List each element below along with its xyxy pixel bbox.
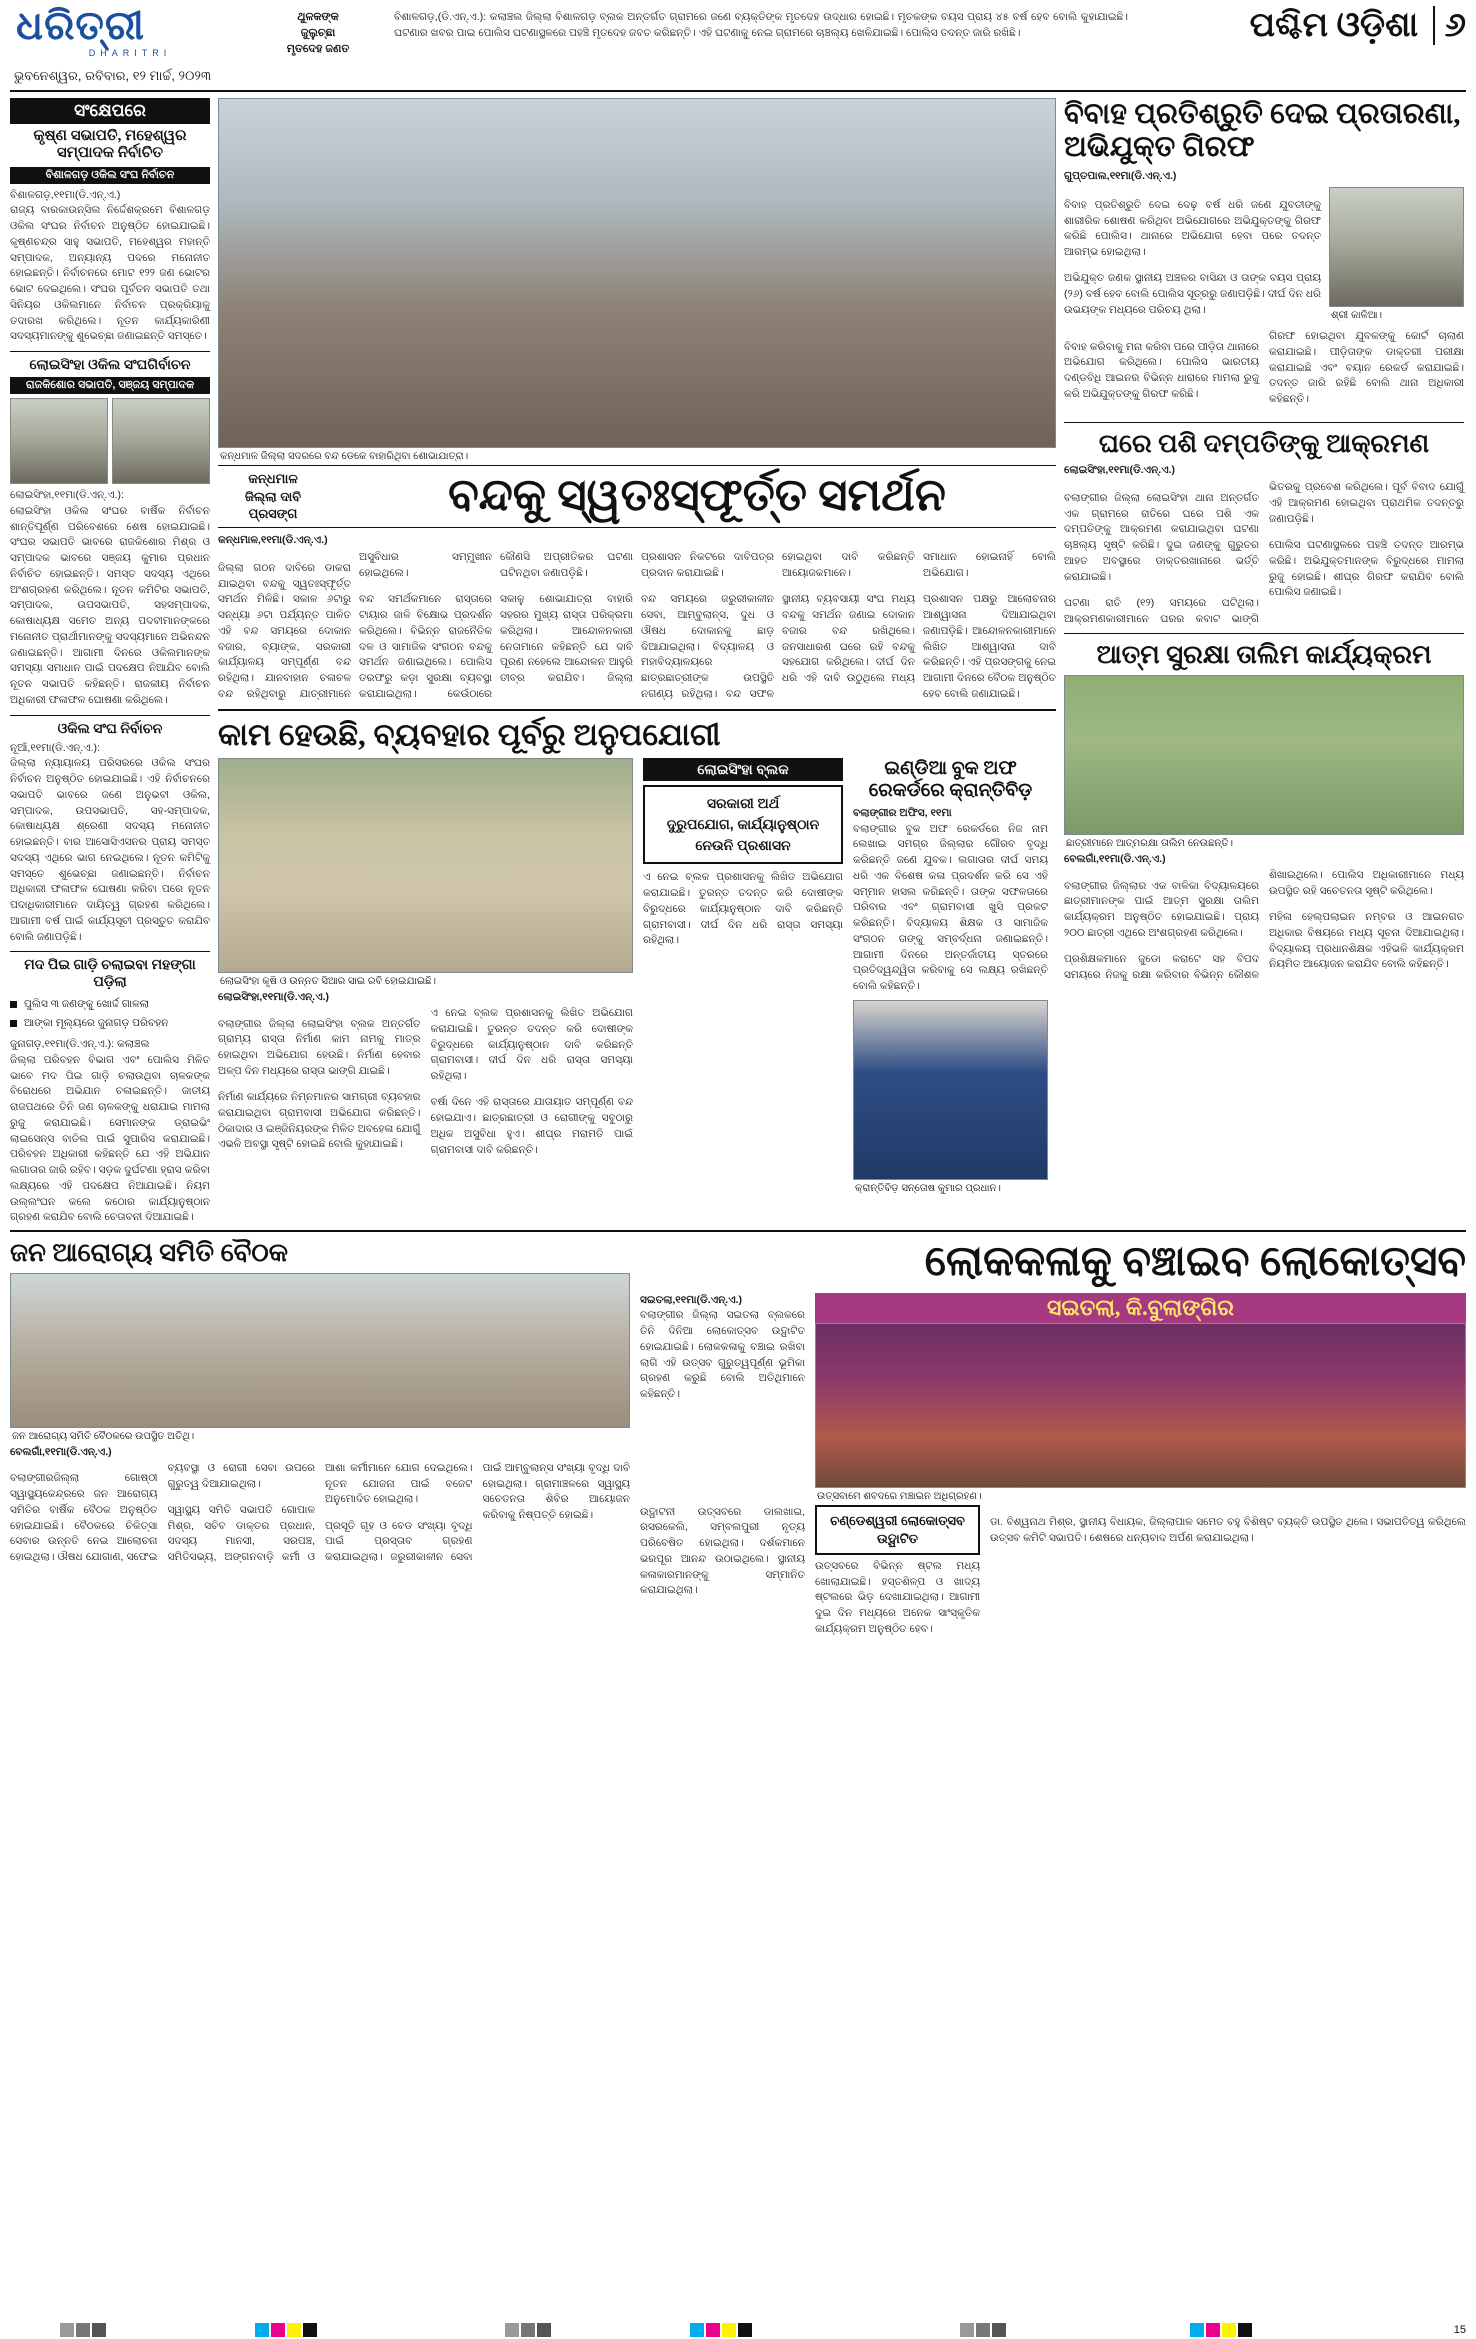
swatch-black <box>738 2323 752 2337</box>
sidebox-extra-text: ଏ ନେଇ ବ୍ଲକ ପ୍ରଶାସନକୁ ଲିଖିତ ଅଭିଯୋଗ କରାଯାଇଛି। ତୁରନ୍ତ ତଦନ୍ତ କରି ଦୋଷୀଙ୍କ ବିରୁଦ୍ଧରେ କାର୍ଯ୍ୟାନୁଷ୍ଠାନ ଦାବି କରିଛନ୍ତି ଗ୍ରାମବାସୀ। ଦୀର୍ଘ ଦିନ ଧରି ରାସ୍ତା ସମସ୍ୟା ରହିଥିଲା। <box>643 871 843 947</box>
masthead-brief-text: ବିଶାଳଗଡ଼,(ଡି.ଏନ୍.ଏ.): କଲାଞ୍ଚଲ ଜିଲ୍ଲା ବିଶାଳଗଡ଼ ବ୍ଲକ ଅନ୍ତର୍ଗତ ଗ୍ରାମରେ ଜଣେ ବ୍ୟକ୍ତିଙ୍କ ମୃତଦେହ ଉଦ୍ଧାର ହୋଇଛି। ମୃତକଙ୍କ ବୟସ ପ୍ରାୟ ୪୫ ବର୍ଷ ହେବ ବୋଲି କୁହାଯାଇଛି। ଘଟଣାର ଖବର ପାଇ ପୋଲିସ ଘଟଣାସ୍ଥଳରେ ପହଞ୍ଚି ମୃତଦେହ ଜବତ କରିଛନ୍ତି। ଏହି ଘଟଣାକୁ ନେଇ ଗ୍ରାମରେ ଚାଞ୍ଚଲ୍ୟ ଖେଳିଯାଇଛି। ପୋଲିସ ତଦନ୍ତ ଜାରି ରଖିଛି। <box>394 11 1128 39</box>
story2-para: ଏ ନେଇ ବ୍ଲକ ପ୍ରଶାସନକୁ ଲିଖିତ ଅଭିଯୋଗ କରାଯାଇଛି। ତୁରନ୍ତ ତଦନ୍ତ କରି ଦୋଷୀଙ୍କ ବିରୁଦ୍ଧରେ କାର୍ଯ୍ୟାନୁଷ୍ଠାନ ଦାବି କରିଛନ୍ତି ଗ୍ରାମବାସୀ। ଦୀର୍ଘ ଦିନ ଧରି ରାସ୍ତା ସମସ୍ୟା ରହିଥିଲା। <box>430 1007 633 1083</box>
bottom-section <box>10 1238 1466 1637</box>
swatch-gray <box>92 2323 106 2337</box>
masthead-section <box>1136 6 1466 45</box>
bottom-right <box>640 1238 1466 1637</box>
right-story3-body <box>1064 868 1464 984</box>
story2-para: ନିର୍ମାଣ କାର୍ଯ୍ୟରେ ନିମ୍ନମାନର ସାମଗ୍ରୀ ବ୍ୟବହାର କରାଯାଇଥିବା ଗ୍ରାମବାସୀ ଅଭିଯୋଗ କରିଛନ୍ତି। ଠିକାଦାର ଓ ଇଞ୍ଜିନିୟରଙ୍କ ମିଳିତ ଅବହେଳା ଯୋଗୁଁ ଏଭଳି ଅବସ୍ଥା ସୃଷ୍ଟି ହୋଇଛି ବୋଲି କୁହାଯାଇଛି। <box>218 1091 421 1151</box>
right-story1-para: ବିବାହ କରିବାକୁ ମନା କରିବା ପରେ ପୀଡ଼ିତା ଥାନାରେ ଅଭିଯୋଗ କରିଥିଲେ। ପୋଲିସ ଭାରତୀୟ ଦଣ୍ଡବିଧି ଆଇନର ବିଭିନ୍ନ ଧାରାରେ ମାମଲା ରୁଜୁ କରି ଅଭିଯୁକ୍ତଙ୍କୁ ଗିରଫ କରିଛି। <box>1064 340 1259 400</box>
swatch-magenta <box>706 2323 720 2337</box>
right-story3-para: ବଲାଙ୍ଗୀର ଜିଲ୍ଲାର ଏକ ବାଳିକା ବିଦ୍ୟାଳୟରେ ଛାତ୍ରୀମାନଙ୍କ ପାଇଁ ଆତ୍ମ ସୁରକ୍ଷା ତାଲିମ କାର୍ଯ୍ୟକ୍ରମ ଅନୁଷ୍ଠିତ ହୋଇଯାଇଛି। ପ୍ରାୟ ୨୦୦ ଛାତ୍ରୀ ଏଥିରେ ଅଂଶଗ୍ରହଣ କରିଥିଲେ। <box>1064 879 1259 939</box>
lead-headline-row <box>218 465 1056 528</box>
right-story1-para: ବିବାହ ପ୍ରତିଶ୍ରୁତି ଦେଇ ଦେଢ଼ ବର୍ଷ ଧରି ଜଣେ ଯୁବତୀଙ୍କୁ ଶାରୀରିକ ଶୋଷଣ କରିଥିବା ଅଭିଯୋଗରେ ଅଭିଯୁକ୍ତଙ୍କୁ ଗିରଫ କରିଛି ପୋଲିସ। ଥାନାରେ ଅଭିଯୋଗ ହେବା ପରେ ତଦନ୍ତ ଆରମ୍ଭ ହୋଇଥିଲା। <box>1064 198 1321 259</box>
festival-subbox-line-1: ଚଣ୍ଡେଶ୍ୱରୀ ଲୋକୋତ୍ସବ <box>830 1512 965 1528</box>
swatch-gray <box>976 2323 990 2337</box>
lead-para: ପ୍ରଶାସନ ପକ୍ଷରୁ ଆଲୋଚନାର ଆଶ୍ୱାସନା ଦିଆଯାଇଥିବା ଜଣାପଡ଼ିଛି। ଆନ୍ଦୋଳନକାରୀମାନେ ଲିଖିତ ଆଶ୍ୱାସନା ଦାବି କରିଛନ୍ତି। ଏହି ପ୍ରସଙ୍ଗକୁ ନେଇ ଆଗାମୀ ଦିନରେ ବୈଠକ ଅନୁଷ୍ଠିତ ହେବ ବୋଲି ଜଣାଯାଇଛି। <box>923 593 1056 700</box>
right-story2-para: ବଲାଙ୍ଗୀର ଜିଲ୍ଲା ଲୋଇସିଂହା ଥାନା ଅନ୍ତର୍ଗତ ଏକ ଗ୍ରାମରେ ରାତିରେ ଘରେ ପଶି ଏକ ଦମ୍ପତିଙ୍କୁ ଆକ୍ରମଣ କରାଯାଇଥିବା ଘଟଣା ଚାଞ୍ଚଲ୍ୟ ସୃଷ୍ଟି କରିଛି। ଦୁଇ ଜଣଙ୍କୁ ଗୁରୁତର ଆହତ ଅବସ୍ଥାରେ ଡାକ୍ତରଖାନାରେ ଭର୍ତ୍ତି କରାଯାଇଛି। <box>1064 491 1259 583</box>
bottom-festival-block <box>640 1293 1466 1505</box>
bottom-festival-text-col <box>640 1293 805 1505</box>
brief1-dateline: ବିଶାଳଗଡ଼,୧୧ମା(ଡି.ଏନ୍.ଏ.) <box>10 188 121 201</box>
right-story2-para: ପୋଲିସ ଘଟଣାସ୍ଥଳରେ ପହଞ୍ଚି ତଦନ୍ତ ଆରମ୍ଭ କରିଛି। ଅଭିଯୁକ୍ତମାନଙ୍କ ବିରୁଦ୍ଧରେ ମାମଲା ରୁଜୁ ହୋଇଛି। ଶୀଘ୍ର ଗିରଫ କରାଯିବ ବୋଲି ପୋଲିସ ଜଣାଇଛି। <box>1269 539 1464 599</box>
page-body <box>10 98 1466 1226</box>
right-column <box>1064 98 1464 1226</box>
sidebox-line-1: ସରକାରୀ ଅର୍ଥ <box>706 795 780 812</box>
edition-date: ଭୁବନେଶ୍ୱର, ରବିବାର, ୧୨ ମାର୍ଚ୍ଚ, ୨୦୨୩ <box>14 68 212 83</box>
middle-column <box>218 98 1056 1226</box>
gray-swatches-mid <box>505 2323 551 2337</box>
swatch-gray <box>960 2323 974 2337</box>
lead-kicker-line-3: ପ୍ରସଙ୍ଗ <box>248 506 298 522</box>
sidebox-line-3: ନେଉନି ପ୍ରଶାସନ <box>695 837 791 854</box>
bottom-para-2: ଉଦ୍ଘାଟନୀ ଉତ୍ସବରେ ଡାଲଖାଇ, ରସରକେଲି, ସମ୍ବଲପୁରୀ ନୃତ୍ୟ ପରିବେଷିତ ହୋଇଥିଲା। ଦର୍ଶକମାନେ ଭରପୂର ଆନନ୍ଦ ଉଠାଇଥିଲେ। ସ୍ଥାନୀୟ କଳାକାରମାନଙ୍କୁ ସମ୍ମାନିତ କରାଯାଇଥିଲା। <box>640 1505 805 1597</box>
swatch-gray <box>521 2323 535 2337</box>
gray-swatches-left <box>60 2323 106 2337</box>
swatch-cyan <box>1190 2323 1204 2337</box>
bottom-meeting-para: ପ୍ରସୂତି ଗୃହ ଓ ବେଡ ସଂଖ୍ୟା ବୃଦ୍ଧି ପାଇଁ ପ୍ରସ୍ତାବ ଗ୍ରହଣ କରାଯାଇଥିଲା। ଜରୁରୀକାଳୀନ ସେବା ପାଇଁ ଆମ୍ବୁଲାନ୍ସ ସଂଖ୍ୟା ବୃଦ୍ଧି ଦାବି ହୋଇଥିଲା। ଗ୍ରାମାଞ୍ଚଳରେ ସ୍ୱାସ୍ଥ୍ୟ ସଚେତନତା ଶିବିର ଆୟୋଜନ କରିବାକୁ ନିଷ୍ପତ୍ତି ହୋଇଛି। <box>325 1461 630 1564</box>
festival-subbox-line-2: ଉଦ୍ଘାଟିତ <box>876 1530 919 1546</box>
masthead-logo-block <box>10 3 250 84</box>
swatch-gray <box>505 2323 519 2337</box>
newspaper-logo-subtitle: DHARITRI <box>88 48 172 58</box>
lead-headline: ବନ୍ଦକୁ ସ୍ୱତଃସ୍ଫୂର୍ତ୍ତ ସମର୍ଥନ <box>448 470 946 521</box>
right-story1-dateline: ଗୁପ୍ତପାଲ,୧୧ମା(ଡି.ଏନ୍.ଏ.) <box>1064 169 1177 182</box>
bottom-festival-lower <box>640 1505 1466 1638</box>
cmyk-swatches-1 <box>255 2323 317 2337</box>
right-story2-dateline: ଲୋଇସିଂହା,୧୧ମା(ଡି.ଏନ୍.ଏ.) <box>1064 463 1176 476</box>
story2-block <box>218 758 1056 1197</box>
section-title: ପଶ୍ଚିମ ଓଡ଼ିଶା <box>1249 7 1419 44</box>
swatch-black <box>303 2323 317 2337</box>
story2-photo-caption: ଲୋଇସିଂହା କୃଷି ଓ ଉନ୍ନତ ସିଆର ସାଇ ରବି ହୋଇଯାଇଛି। <box>220 976 437 988</box>
mugshot-photo <box>1329 187 1464 307</box>
swatch-gray <box>60 2323 74 2337</box>
portrait-photo-right <box>112 398 210 484</box>
swatch-magenta <box>271 2323 285 2337</box>
brief3-dateline: ନୂଆଁ,୧୧ମା(ଡି.ଏନ୍.ଏ.): <box>10 741 100 754</box>
swatch-gray <box>76 2323 90 2337</box>
lead-kicker-line-1: କନ୍ଧମାଳ <box>248 471 298 486</box>
right-story2-para: ଘଟଣା ରାତି (୧୨) ସମୟରେ ଘଟିଥିଲା। ଆକ୍ରମଣକାରୀମାନେ ଘରର କବାଟ ଭାଙ୍ଗି ଭିତରକୁ ପ୍ରବେଶ କରିଥିଲେ। ପୂର୍ବ ବିବାଦ ଯୋଗୁଁ ଏହି ଆକ୍ରମଣ ହୋଇଥିବା ପ୍ରାଥମିକ ତଦନ୍ତରୁ ଜଣାପଡ଼ିଛି। <box>1064 481 1464 625</box>
masthead <box>10 3 1466 92</box>
masthead-kicker-line-2: ଜୁଲୁଚ୍ଛା <box>300 26 336 39</box>
brief2-body: ଲୋଇସିଂହା ଓକିଲ ସଂଘର ବାର୍ଷିକ ନିର୍ବାଚନ ଶାନ୍ତିପୂର୍ଣ୍ଣ ପରିବେଶରେ ଶେଷ ହୋଇଯାଇଛି। ସଂଘର ସଭାପତି ଭାବରେ ରାଜକିଶୋର ମିଶ୍ର ଓ ସମ୍ପାଦକ ଭାବରେ ସଞ୍ଜୟ କୁମାର ପ୍ରଧାନ ନିର୍ବାଚିତ ହୋଇଛନ୍ତି। ସମସ୍ତ ସଦସ୍ୟ ଏଥିରେ ଅଂଶଗ୍ରହଣ କରିଥିଲେ। ନୂତନ କମିଟିର ସଭାପତି, ସମ୍ପାଦକ, ଉପସଭାପତି, ସହସମ୍ପାଦକ, କୋଷାଧ୍ୟକ୍ଷ ସମେତ ଅନ୍ୟ ପଦବୀମାନଙ୍କରେ ମନୋନୀତ ପ୍ରାର୍ଥୀମାନଙ୍କୁ ସଦସ୍ୟମାନେ ଅଭିନନ୍ଦନ ଜଣାଇଛନ୍ତି। ଆଗାମୀ ଦିନରେ ଓକିଲମାନଙ୍କ ସମସ୍ୟା ସମାଧାନ ପାଇଁ ପଦକ୍ଷେପ ନିଆଯିବ ବୋଲି ନୂତନ ସଭାପତି କହିଛନ୍ତି। ରାଜକୀୟ ନିର୍ବାଚନ ଅଧିକାରୀ ଫଳାଫଳ ଘୋଷଣା କରିଥିଲେ। <box>10 504 210 706</box>
brief2-dateline: ଲୋଇସିଂହା,୧୧ମା(ଡି.ଏନ୍.ଏ.): <box>10 489 124 502</box>
brief4-bullet-list <box>10 996 210 1033</box>
festival-banner: ସଇତଲା, କି.ବୁଲାଙ୍ଗିର <box>815 1293 1466 1323</box>
lead-article-body <box>218 550 1056 702</box>
story2-photo-road <box>218 758 633 973</box>
swatch-gray <box>992 2323 1006 2337</box>
cmyk-swatches-3 <box>1190 2323 1252 2337</box>
bullet-item: ପୁଲିସ ୩ ଜଣଙ୍କୁ ଖୋର୍ଦ୍ଦ ଗାଳଲା <box>10 996 210 1013</box>
swatch-yellow <box>1222 2323 1236 2337</box>
masthead-kicker-line-1: ଥୁଳକଙ୍କ <box>297 11 339 23</box>
story3-headline: ଇଣ୍ଡିଆ ବୁକ ଅଫ ରେକର୍ଡରେ କ୍ରାନ୍ତିବିଡ଼ <box>868 758 1033 802</box>
lead-para: ଜିଲ୍ଲା ଗଠନ ଦାବିରେ ଡାକରା ଯାଇଥିବା ବନ୍ଦକୁ ସ୍ୱତଃସ୍ଫୂର୍ତ୍ତ ସମର୍ଥନ ମିଳିଛି। ସକାଳ ୬ଟାରୁ ସନ୍ଧ୍ୟା ୬ଟା ପର୍ଯ୍ୟନ୍ତ ପାଳିତ ଏହି ବନ୍ଦ ସମୟରେ ଦୋକାନ ବଜାର, ବ୍ୟାଙ୍କ, ସରକାରୀ କାର୍ଯ୍ୟାଳୟ ସମ୍ପୂର୍ଣ୍ଣ ବନ୍ଦ ରହିଥିଲା। ଯାନବାହାନ ଚଳାଚଳ ବନ୍ଦ ରହିଥିବାରୁ ଯାତ୍ରୀମାନେ ଅସୁବିଧାର ସମ୍ମୁଖୀନ ହୋଇଥିଲେ। <box>218 551 492 700</box>
bullet-item: ଆଙ୍କା ମୂଲ୍ୟରେ ଜୁନାଗଡ଼ ପରିବହନ <box>10 1015 210 1032</box>
cmyk-swatches-2 <box>690 2323 752 2337</box>
brief4-body: ଜିଲ୍ଲା ପରିବହନ ବିଭାଗ ଏବଂ ପୋଲିସ ମିଳିତ ଭାବେ ମଦ ପିଇ ଗାଡ଼ି ଚଲାଉଥିବା ଚାଳକଙ୍କ ବିରୋଧରେ ଅଭିଯାନ ଚଳାଇଛନ୍ତି। ଜାତୀୟ ରାଜପଥରେ ତିନି ଜଣ ଚାଳକଙ୍କୁ ଧରାଯାଇ ମାମଲା ରୁଜୁ କରାଯାଇଛି। ସେମାନଙ୍କ ଡ୍ରାଇଭିଂ ଲାଇସେନ୍ସ ବାତିଲ ପାଇଁ ସୁପାରିସ କରାଯାଇଛି। ପରିବହନ ଅଧିକାରୀ କହିଛନ୍ତି ଯେ ଏହି ଅଭିଯାନ ଲଗାତାର ଜାରି ରହିବ। ସଡ଼କ ଦୁର୍ଘଟଣା ହ୍ରାସ କରିବା ଲକ୍ଷ୍ୟରେ ଏହି ପଦକ୍ଷେପ ନିଆଯାଇଛି। ନିୟମ ଉଲ୍ଲଂଘନ କଲେ କଠୋର କାର୍ଯ୍ୟାନୁଷ୍ଠାନ ଗ୍ରହଣ କରାଯିବ ବୋଲି ଚେତାବନୀ ଦିଆଯାଇଛି। <box>10 1053 210 1224</box>
left-column <box>10 98 210 1226</box>
bottom-festival-subbox-wrap <box>815 1505 980 1638</box>
brief4-title: ମଦ ପିଇ ଗାଡ଼ି ଚଲାଇବା ମହଙ୍ଗା ପଡ଼ିଲା <box>24 958 196 990</box>
swatch-yellow <box>287 2323 301 2337</box>
right-story3-photo-training <box>1064 675 1464 835</box>
story3-photo-caption: କ୍ରାନ୍ତିବିଡ଼ ସନ୍ତୋଷ କୁମାର ପ୍ରଧାନ। <box>855 1182 1001 1194</box>
swatch-yellow <box>722 2323 736 2337</box>
masthead-brief <box>250 6 1136 62</box>
bottom-meeting-caption: ଜନ ଆରୋଗ୍ୟ ସମିତି ବୈଠକରେ ଉପସ୍ଥିତ ଅତିଥି। <box>12 1431 195 1443</box>
lead-para: ବନ୍ଦ ସମର୍ଥକମାନେ ରାସ୍ତାରେ ଟାୟାର ଜାଳି ବିକ୍ଷୋଭ ପ୍ରଦର୍ଶନ କରିଥିଲେ। ବିଭିନ୍ନ ରାଜନୈତିକ ଦଳ ଓ ସାମାଜିକ ସଂଗଠନ ବନ୍ଦକୁ ସମର୍ଥନ ଜଣାଇଥିଲେ। ପୋଲିସ ତରଫରୁ କଡ଼ା ସୁରକ୍ଷା ବ୍ୟବସ୍ଥା କରାଯାଇଥିଲା। କେଉଁଠାରେ କୌଣସି ଅପ୍ରୀତିକର ଘଟଣା ଘଟିନଥିବା ଜଣାପଡ଼ିଛି। <box>359 551 633 700</box>
brief1-title: କୃଷ୍ଣ ସଭାପତି, ମହେଶ୍ୱର ସମ୍ପାଦକ ନିର୍ବାଚିତ <box>33 128 187 162</box>
lead-kicker <box>218 470 328 523</box>
lead-photo-caption: କନ୍ଧମାଳ ଜିଲ୍ଲା ସଦରରେ ବନ୍ଦ ଡେକେ ବାହାରିଥିବା ଶୋଭାଯାତ୍ରା। <box>220 451 469 462</box>
festival-subbox <box>815 1505 980 1555</box>
footer-page-number: 15 <box>1453 2324 1466 2336</box>
story2-sidebox-wrap <box>643 758 843 1197</box>
newspaper-logo: ଧରିତ୍ରୀ <box>16 3 145 48</box>
lead-para: ବନ୍ଦ ସମୟରେ ଜରୁରୀକାଳୀନ ସେବା, ଆମ୍ବୁଲାନ୍ସ, ଦୁଧ ଓ ଔଷଧ ଦୋକାନକୁ ଛାଡ଼ ଦିଆଯାଇଥିଲା। ବିଦ୍ୟାଳୟ ଓ ମହାବିଦ୍ୟାଳୟରେ ଛାତ୍ରଛାତ୍ରୀଙ୍କ ଉପସ୍ଥିତି ନଗଣ୍ୟ ରହିଥିଲା। ବନ୍ଦ ସଫଳ ହୋଇଥିବା ଦାବି କରିଛନ୍ତି ଆୟୋଜକମାନେ। <box>641 551 915 700</box>
story3-body: ବଲାଙ୍ଗୀର ବୁକ ଅଫ ରେକର୍ଡରେ ନିଜ ନାମ ଲେଖାଇ ସମଗ୍ର ଜିଲ୍ଲାର ଗୌରବ ବୃଦ୍ଧି କରିଛନ୍ତି ଜଣେ ଯୁବକ। ଲଗାତାର ଦୀର୍ଘ ସମୟ ଧରି ଏକ ବିଶେଷ କଳା ପ୍ରଦର୍ଶନ କରି ସେ ଏହି ସମ୍ମାନ ହାସଲ କରିଛନ୍ତି। ତାଙ୍କ ସଫଳତାରେ ପରିବାର ଏବଂ ଗ୍ରାମବାସୀ ଖୁସି ପ୍ରକଟ କରିଛନ୍ତି। ବିଦ୍ୟାଳୟ ଶିକ୍ଷକ ଓ ସାମାଜିକ ସଂଗଠନ ତାଙ୍କୁ ସମ୍ବର୍ଦ୍ଧନା ଜଣାଇଛନ୍ତି। ଆଗାମୀ ଦିନରେ ଅନ୍ତର୍ଜାତୀୟ ସ୍ତରରେ ପ୍ରତିଦ୍ୱନ୍ଦ୍ୱିତା କରିବାକୁ ସେ ଲକ୍ଷ୍ୟ ରଖିଛନ୍ତି ବୋଲି କହିଛନ୍ତି। <box>853 822 1048 993</box>
right-story1-para: ଗିରଫ ହୋଇଥିବା ଯୁବକଙ୍କୁ କୋର୍ଟ ଚାଲାଣ କରାଯାଇଛି। ପୀଡ଼ିତାଙ୍କ ଡାକ୍ତରୀ ପରୀକ୍ଷା କରାଯାଇଛି ଏବଂ ବୟାନ ରେକର୍ଡ କରାଯାଇଛି। ତଦନ୍ତ ଜାରି ରହିଛି ବୋଲି ଥାନା ଅଧିକାରୀ କହିଛନ୍ତି। <box>1269 330 1464 406</box>
swatch-cyan <box>255 2323 269 2337</box>
bottom-para-3: ଉତ୍ସବରେ ବିଭିନ୍ନ ଷ୍ଟଲ ମଧ୍ୟ ଖୋଲାଯାଇଛି। ହସ୍ତଶିଳ୍ପ ଓ ଖାଦ୍ୟ ଷ୍ଟଲରେ ଭିଡ଼ ଦେଖାଯାଇଥିଲା। ଆଗାମୀ ଦୁଇ ଦିନ ମଧ୍ୟରେ ଅନେକ ସାଂସ୍କୃତିକ କାର୍ଯ୍ୟକ୍ରମ ଅନୁଷ୍ଠିତ ହେବ। <box>815 1559 980 1635</box>
right-story1-block <box>1064 187 1464 329</box>
bottom-meeting-photo <box>10 1273 630 1428</box>
bottom-dateline: ସଇତଲା,୧୧ମା(ଡି.ଏନ୍.ଏ.) <box>640 1293 743 1306</box>
right-story2-body <box>1064 480 1464 627</box>
bottom-para-1: ବଲାଙ୍ଗୀର ଜିଲ୍ଲା ସଇତଲା ବ୍ଲକରେ ତିନି ଦିନିଆ ଲୋକୋତ୍ସବ ଉଦ୍ଘାଟିତ ହୋଇଯାଇଛି। ଲୋକକଳାକୁ ବଞ୍ଚାଇ ରଖିବା ଲାଗି ଏହି ଉତ୍ସବ ଗୁରୁତ୍ୱପୂର୍ଣ୍ଣ ଭୂମିକା ଗ୍ରହଣ କରୁଛି ବୋଲି ଅତିଥିମାନେ କହିଛନ୍ତି। <box>640 1309 805 1401</box>
story2-body <box>218 1006 633 1166</box>
swatch-gray <box>537 2323 551 2337</box>
briefs-box-header: ସଂକ୍ଷେପରେ <box>10 98 210 124</box>
right-story3-para: ପ୍ରଶିକ୍ଷକମାନେ ଜୁଡୋ କରାଟେ ସହ ବିପଦ ସମୟରେ ନିଜକୁ ରକ୍ଷା କରିବାର ବିଭିନ୍ନ କୌଶଳ ଶିଖାଇଥିଲେ। ପୋଲିସ ଅଧିକାରୀମାନେ ମଧ୍ୟ ଉପସ୍ଥିତ ରହି ସଚେତନତା ସୃଷ୍ଟି କରିଥିଲେ। <box>1064 869 1464 981</box>
bottom-festival-lower-left <box>640 1505 805 1638</box>
print-registration-bar <box>0 2317 1476 2339</box>
lead-para: ସକାଳୁ ଶୋଭାଯାତ୍ରା ବାହାରି ସହରର ମୁଖ୍ୟ ରାସ୍ତା ପରିକ୍ରମା କରିଥିଲା। ଆନ୍ଦୋଳନକାରୀ ନେତାମାନେ କହିଛନ୍ତି ଯେ ଦାବି ପୂରଣ ନହେଲେ ଆନ୍ଦୋଳନ ଆହୁରି ତୀବ୍ର କରାଯିବ। ଜିଲ୍ଲା ପ୍ରଶାସନ ନିକଟରେ ଦାବିପତ୍ର ପ୍ରଦାନ କରାଯାଇଛି। <box>500 551 774 685</box>
right-story1-body-left <box>1064 187 1321 329</box>
brief1-subhead: ବିଶାଳଗଡ଼ ଓକିଲ ସଂଘ ନିର୍ବାଚନ <box>10 167 210 184</box>
swatch-magenta <box>1206 2323 1220 2337</box>
right-story3-dateline: ବେଲଗାଁ,୧୧ମା(ଡି.ଏନ୍.ଏ.) <box>1064 853 1166 866</box>
lead-photo-rally <box>218 98 1056 448</box>
story2-dateline: ଲୋଇସିଂହା,୧୧ମା(ଡି.ଏନ୍.ଏ.) <box>218 991 330 1004</box>
bottom-para-4-wrap <box>990 1505 1466 1638</box>
bottom-meeting-body <box>10 1461 630 1566</box>
page-number: ୬ <box>1433 6 1466 45</box>
sidebox-header: ଲୋଇସିଂହା ବ୍ଲକ <box>643 758 843 781</box>
story2-headline: କାମ ହେଉଛି, ବ୍ୟବହାର ପୂର୍ବରୁ ଅନୁପଯୋଗୀ <box>218 716 721 752</box>
right-story3-photo-caption: ଛାତ୍ରୀମାନେ ଆତ୍ମରକ୍ଷା ତାଲିମ ନେଉଛନ୍ତି। <box>1066 838 1233 850</box>
story2-para: ବଲାଙ୍ଗୀର ଜିଲ୍ଲା ଲୋଇସିଂହା ବ୍ଲକ ଅନ୍ତର୍ଗତ ଗ୍ରାମ୍ୟ ରାସ୍ତା ନିର୍ମାଣ କାମ ନାମକୁ ମାତ୍ର ହୋଇଥିବା ଅଭିଯୋଗ ହେଉଛି। ନିର୍ମାଣ ହେବାର ଅଳ୍ପ ଦିନ ମଧ୍ୟରେ ରାସ୍ତା ଭାଙ୍ଗି ଯାଇଛି। <box>218 1017 421 1077</box>
story2-para: ବର୍ଷା ଦିନେ ଏହି ରାସ୍ତାରେ ଯାତାୟାତ ସମ୍ପୂର୍ଣ୍ଣ ବନ୍ଦ ହୋଇଯାଏ। ଛାତ୍ରଛାତ୍ରୀ ଓ ରୋଗୀଙ୍କୁ ସବୁଠାରୁ ଅଧିକ ଅସୁବିଧା ହୁଏ। ଶୀଘ୍ର ମରାମତି ପାଇଁ ଗ୍ରାମବାସୀ ଦାବି କରିଛନ୍ତି। <box>430 1096 633 1156</box>
festival-stage-photo <box>815 1323 1466 1488</box>
story3-wrap <box>853 758 1048 1197</box>
brief1-body: ରାଜ୍ୟ ବାରକାଉନ୍‌ସିଲ ନିର୍ଦ୍ଦେଶକ୍ରମେ ବିଶାଳଗଡ଼ ଓକିଲ ସଂଘର ନିର୍ବାଚନ ଅନୁଷ୍ଠିତ ହୋଇଯାଇଛି। କୃଷ୍ଣଚନ୍ଦ୍ର ସାହୁ ସଭାପତି, ମହେଶ୍ୱର ମହାନ୍ତି ସମ୍ପାଦକ, ଅନ୍ୟାନ୍ୟ ପଦରେ ମନୋନୀତ ହୋଇଛନ୍ତି। ନିର୍ବାଚନରେ ମୋଟ ୧୨୨ ଜଣ ଭୋଟର ଭୋଟ ଦେଇଥିଲେ। ସଂଘର ପୂର୍ବତନ ସଭାପତି ତଥା ସିନିୟର ଓକିଲମାନେ ନିର୍ବାଚନ ପ୍ରକ୍ରିୟାକୁ ତଦାରଖ କରିଥିଲେ। ନୂତନ କାର୍ଯ୍ୟକାରିଣୀ ସଦସ୍ୟମାନଙ୍କୁ ଶୁଭେଚ୍ଛା ଜଣାଇଛନ୍ତି ସମସ୍ତେ। <box>10 204 210 343</box>
brief3-body: ଜିଲ୍ଲା ନ୍ୟାୟାଳୟ ପରିସରରେ ଓକିଲ ସଂଘର ନିର୍ବାଚନ ଅନୁଷ୍ଠିତ ହୋଇଯାଇଛି। ଏହି ନିର୍ବାଚନରେ ସଭାପତି ଭାବରେ ଜଣେ ଅନୁଭବୀ ଓକିଲ, ସମ୍ପାଦକ, ଉପସଭାପତି, ସହ-ସମ୍ପାଦକ, କୋଷାଧ୍ୟକ୍ଷ ଶ୍ରେଣୀ ସଦସ୍ୟ ମନୋନୀତ ହୋଇଛନ୍ତି। ବାର ଆସୋସିଏସନର ପ୍ରାୟ ସମସ୍ତ ସଦସ୍ୟ ଏଥିରେ ଭାଗ ନେଇଥିଲେ। ନୂତନ କମିଟିକୁ ସମସ୍ତେ ଶୁଭେଚ୍ଛା ଜଣାଇଛନ୍ତି। ନିର୍ବାଚନ ଅଧିକାରୀ ଫଳାଫଳ ଘୋଷଣା କରିବା ପରେ ନୂତନ ପଦାଧିକାରୀମାନେ ଦାୟିତ୍ୱ ଗ୍ରହଣ କରିଥିଲେ। ଆଗାମୀ ବର୍ଷ ପାଇଁ କାର୍ଯ୍ୟସୂଚୀ ପ୍ରସ୍ତୁତ କରାଯିବ ବୋଲି ଜଣାପଡ଼ିଛି। <box>10 757 210 943</box>
right-story1-mug-wrap <box>1329 187 1464 329</box>
story3-photo-award <box>853 1000 1048 1180</box>
bottom-left-headline: ଜନ ଆରୋଗ୍ୟ ସମିତି ବୈଠକ <box>10 1238 288 1268</box>
swatch-black <box>1238 2323 1252 2337</box>
brief2-title: ଲୋଇସିଂହା ଓକିଲ ସଂଘଗିର୍ବାଚନ <box>29 358 191 373</box>
brief4-dateline: ଜୁନାଗଡ଼,୧୧ମା(ଡି.ଏନ୍.ଏ.): କଲାଞ୍ଚଲ <box>10 1038 150 1051</box>
right-story3-para: ମହିଳା ହେଲ୍ପଲାଇନ ନମ୍ବର ଓ ଆଇନଗତ ଅଧିକାର ବିଷୟରେ ମଧ୍ୟ ସୂଚନା ଦିଆଯାଇଥିଲା। ବିଦ୍ୟାଳୟ ପ୍ରଧାନଶିକ୍ଷକ ଏହିଭଳି କାର୍ଯ୍ୟକ୍ରମ ନିୟମିତ ଆୟୋଜନ କରାଯିବ ବୋଲି କହିଛନ୍ତି। <box>1269 911 1464 971</box>
sidebox-line-2: ଦୁରୁପଯୋଗ, କାର୍ଯ୍ୟାନୁଷ୍ଠାନ <box>666 816 820 833</box>
bottom-left <box>10 1238 630 1637</box>
brief3-title: ଓକିଲ ସଂଘ ନିର୍ବାଚନ <box>57 721 163 737</box>
lead-kicker-line-2: ଜିଲ୍ଲା ଦାବି <box>244 488 302 504</box>
lead-para: ସ୍ଥାନୀୟ ବ୍ୟବସାୟୀ ସଂଘ ମଧ୍ୟ ବନ୍ଦକୁ ସମର୍ଥନ ଜଣାଇ ଦୋକାନ ବଜାର ବନ୍ଦ ରଖିଥିଲେ। ଜନସାଧାରଣ ଘରେ ରହି ବନ୍ଦକୁ ସହଯୋଗ କରିଥିଲେ। ଦୀର୍ଘ ଦିନ ଧରି ଏହି ଦାବି ଉଠୁଥିଲେ ମଧ୍ୟ ସମାଧାନ ହୋଇନାହିଁ ବୋଲି ଅଭିଯୋଗ। <box>782 551 1056 685</box>
sidebox-points <box>643 785 843 864</box>
lead-dateline: କନ୍ଧମାଳ,୧୧ମା(ଡି.ଏନ୍.ଏ.) <box>218 533 328 546</box>
story2-photo-wrap <box>218 758 633 1197</box>
right-story2-headline: ଘରେ ପଶି ଦମ୍ପତିଙ୍କୁ ଆକ୍ରମଣ <box>1098 428 1430 458</box>
right-story1-para: ଅଭିଯୁକ୍ତ ଜଣକ ସ୍ଥାନୀୟ ଅଞ୍ଚଳର ବାସିନ୍ଦା ଓ ତାଙ୍କ ବୟସ ପ୍ରାୟ (୨୬) ବର୍ଷ ହେବ ବୋଲି ପୋଲିସ ସୂତ୍ରରୁ ଜଣାପଡ଼ିଛି। ଦୀର୍ଘ ଦିନ ଧରି ଉଭୟଙ୍କ ମଧ୍ୟରେ ପରିଚୟ ଥିଲା। <box>1064 272 1321 316</box>
bottom-meeting-para: ସ୍ୱାସ୍ଥ୍ୟ ସମିତି ସଭାପତି ଗୋପାଳ ମିଶ୍ର, ସଚିବ ଡାକ୍ତର ପ୍ରଧାନ, ସଦସ୍ୟ ମାନସୀ, ସରପଞ୍ଚ, ସମିତିସଭ୍ୟ, ଅଙ୍ଗନବାଡ଼ି କର୍ମୀ ଓ ଆଶା କର୍ମୀମାନେ ଯୋଗ ଦେଇଥିଲେ। ନୂତନ ଯୋଜନା ପାଇଁ ବଜେଟ ଅନୁମୋଦିତ ହୋଇଥିଲା। <box>167 1461 473 1564</box>
brief2-portraits <box>10 398 210 484</box>
right-story1-body-rest <box>1064 329 1464 416</box>
story3-dateline: ବଲାଙ୍ଗୀର ଅଫିସ, ୧୧ମା <box>853 806 952 819</box>
brief2-subhead: ରାଜକିଶୋର ସଭାପତି, ସଞ୍ଜୟ ସମ୍ପାଦକ <box>10 377 210 394</box>
bottom-meeting-dateline: ବେଲଗାଁ,୧୧ମା(ଡି.ଏନ୍.ଏ.) <box>10 1446 112 1459</box>
masthead-kicker-line-3: ମୃତଦେହ ଜଣତ <box>286 42 350 55</box>
festival-photo-caption: ଉତ୍ସବାମେ ଶବଦରେ ମଞ୍ଚାଇନ ଅଧିଗ୍ରହଣ। <box>817 1490 982 1502</box>
masthead-brief-kicker <box>258 10 378 58</box>
mugshot-caption: ଶ୍ରୀ କାଳିଆ। <box>1331 310 1383 322</box>
bottom-festival-photo-col <box>815 1293 1466 1505</box>
swatch-cyan <box>690 2323 704 2337</box>
right-story3-headline: ଆତ୍ମ ସୁରକ୍ଷା ତାଲିମ କାର୍ଯ୍ୟକ୍ରମ <box>1096 640 1432 670</box>
bottom-para-4: ଡା. ବିଶ୍ୱନାଥ ମିଶ୍ର, ସ୍ଥାନୀୟ ବିଧାୟକ, ଜିଲ୍ଲାପାଳ ସମେତ ବହୁ ବିଶିଷ୍ଟ ବ୍ୟକ୍ତି ଉପସ୍ଥିତ ଥିଲେ। ସଭାପତିତ୍ୱ କରିଥିଲେ ଉତ୍ସବ କମିଟି ସଭାପତି। ଶେଷରେ ଧନ୍ୟବାଦ ଅର୍ପଣ କରାଯାଇଥିଲା। <box>990 1516 1466 1544</box>
bottom-meeting-para: ବଲାଙ୍ଗୀରଜିଲ୍ଲା ଗୋଷ୍ଠୀ ସ୍ୱାସ୍ଥ୍ୟକେନ୍ଦ୍ରରେ ଜନ ଆରୋଗ୍ୟ ସମିତିର ବାର୍ଷିକ ବୈଠକ ଅନୁଷ୍ଠିତ ହୋଇଯାଇଛି। ବୈଠକରେ ଚିକିତ୍ସା ସେବାର ଉନ୍ନତି ନେଇ ଆଲୋଚନା ହୋଇଥିଲା। ଔଷଧ ଯୋଗାଣ, ସଫେଇ ବ୍ୟବସ୍ଥା ଓ ରୋଗୀ ସେବା ଉପରେ ଗୁରୁତ୍ୱ ଦିଆଯାଇଥିଲା। <box>10 1461 315 1564</box>
gray-swatches-right <box>960 2323 1006 2337</box>
bottom-headline: ଲୋକକଳାକୁ ବଞ୍ଚାଇବ ଲୋକୋତ୍ସବ <box>924 1239 1466 1286</box>
portrait-photo-left <box>10 398 108 484</box>
right-story1-headline: ବିବାହ ପ୍ରତିଶ୍ରୁତି ଦେଇ ପ୍ରତାରଣା, ଅଭିଯୁକ୍ତ ଗିରଫ <box>1064 98 1461 164</box>
